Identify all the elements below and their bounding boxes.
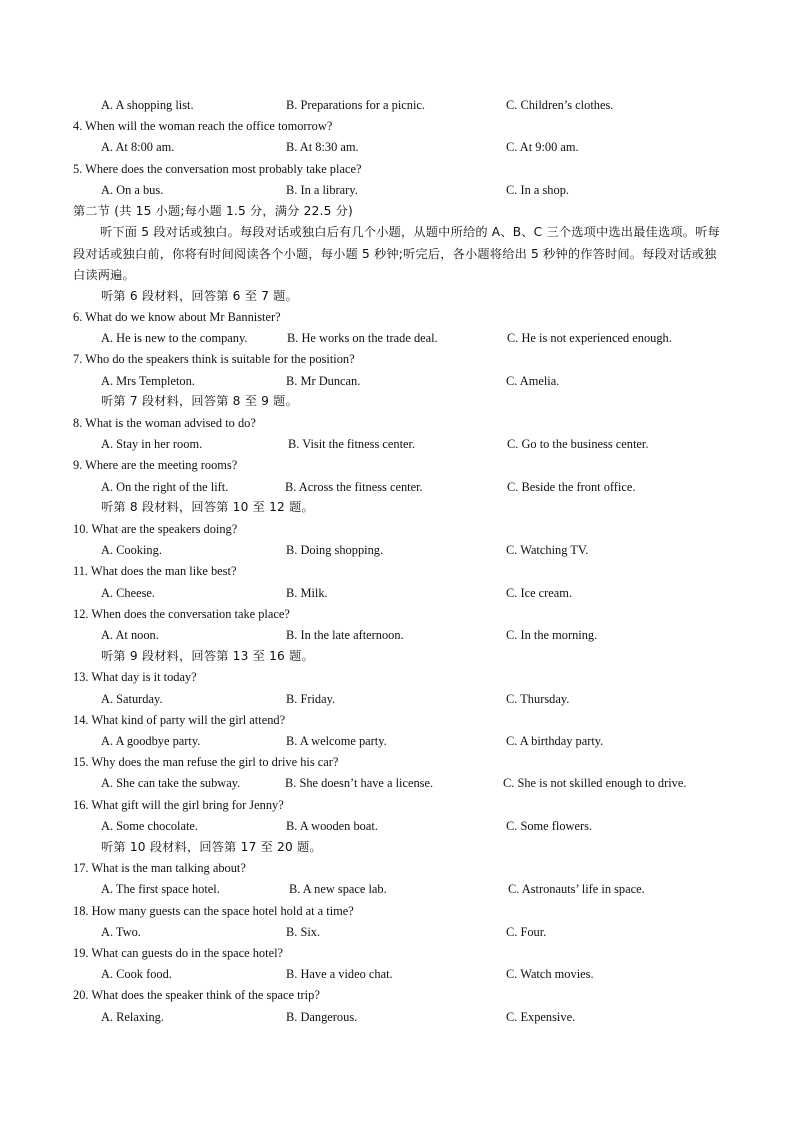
q6-option-b: B. He works on the trade deal. [287, 331, 438, 345]
q4-option-a: A. At 8:00 am. [101, 140, 175, 154]
q11-option-c: C. Ice cream. [506, 586, 573, 600]
q6-option-a: A. He is new to the company. [101, 331, 248, 345]
q10-text: 10. What are the speakers doing? [73, 522, 238, 536]
q17-option-c: C. Astronauts’ life in space. [508, 882, 645, 896]
q15-option-a: A. She can take the subway. [101, 776, 241, 790]
q16-text: 16. What gift will the girl bring for Jenny? [73, 798, 284, 812]
q8-option-c: C. Go to the business center. [507, 437, 649, 451]
q20-option-b: B. Dangerous. [286, 1010, 358, 1024]
q19-option-a: A. Cook food. [101, 967, 172, 981]
q20-option-c: C. Expensive. [506, 1010, 576, 1024]
q18-option-c: C. Four. [506, 925, 547, 939]
q15-text: 15. Why does the man refuse the girl to drive his car? [73, 755, 339, 769]
q10-option-a: A. Cooking. [101, 543, 162, 557]
q19-option-b: B. Have a video chat. [286, 967, 393, 981]
q13-text: 13. What day is it today? [73, 670, 197, 684]
q12-option-c: C. In the morning. [506, 628, 598, 642]
q18-option-a: A. Two. [101, 925, 141, 939]
listen-prompt-7: 听第 7 段材料，回答第 8 至 9 题。 [101, 394, 298, 408]
q11-text: 11. What does the man like best? [73, 564, 237, 578]
q5-option-a: A. On a bus. [101, 183, 164, 197]
q18-option-b: B. Six. [286, 925, 321, 939]
q15-option-c: C. She is not skilled enough to drive. [503, 776, 687, 790]
q16-option-a: A. Some chocolate. [101, 819, 199, 833]
q9-text: 9. Where are the meeting rooms? [73, 458, 238, 472]
q19-text: 19. What can guests do in the space hotel? [73, 946, 284, 960]
q4-option-b: B. At 8:30 am. [286, 140, 359, 154]
q7-option-c: C. Amelia. [506, 374, 560, 388]
q5-option-c: C. In a shop. [506, 183, 569, 197]
q6-text: 6. What do we know about Mr Bannister? [73, 310, 281, 324]
q17-option-b: B. A new space lab. [289, 882, 387, 896]
q13-option-c: C. Thursday. [506, 692, 570, 706]
q5-text: 5. Where does the conversation most probably take place? [73, 162, 362, 176]
q4-text: 4. When will the woman reach the office tomorrow? [73, 119, 333, 133]
q20-text: 20. What does the speaker think of the space trip? [73, 988, 320, 1002]
q7-text: 7. Who do the speakers think is suitable for the position? [73, 352, 355, 366]
q3-option-b: B. Preparations for a picnic. [286, 98, 426, 112]
q10-option-c: C. Watching TV. [506, 543, 589, 557]
q18-text: 18. How many guests can the space hotel hold at a time? [73, 904, 354, 918]
q13-option-a: A. Saturday. [101, 692, 163, 706]
q8-option-a: A. Stay in her room. [101, 437, 203, 451]
q3-option-c: C. Children’s clothes. [506, 98, 614, 112]
q9-option-a: A. On the right of the lift. [101, 480, 229, 494]
q12-option-a: A. At noon. [101, 628, 159, 642]
q3-option-a: A. A shopping list. [101, 98, 194, 112]
q12-option-b: B. In the late afternoon. [286, 628, 404, 642]
q5-option-b: B. In a library. [286, 183, 358, 197]
q14-option-a: A. A goodbye party. [101, 734, 201, 748]
section2-instructions: 听下面 5 段对话或独白。每段对话或独白后有几个小题，从题中所给的 A、B、C 三个选项中选出最佳选项。听每段对话或独白前，你将有时间阅读各个小题，每小题 5 秒钟;听完后，各小题将给出 5 秒钟的作答时间。每段对话或独白读两遍。 [73, 225, 720, 282]
q20-option-a: A. Relaxing. [101, 1010, 164, 1024]
q19-option-c: C. Watch movies. [506, 967, 594, 981]
listen-prompt-9: 听第 9 段材料，回答第 13 至 16 题。 [101, 649, 314, 663]
q6-option-c: C. He is not experienced enough. [507, 331, 672, 345]
q12-text: 12. When does the conversation take place? [73, 607, 290, 621]
q16-option-b: B. A wooden boat. [286, 819, 378, 833]
listen-prompt-10: 听第 10 段材料，回答第 17 至 20 题。 [101, 840, 322, 854]
section2-heading: 第二节 (共 15 小题;每小题 1.5 分，满分 22.5 分) [73, 204, 353, 218]
q7-option-b: B. Mr Duncan. [286, 374, 361, 388]
q7-option-a: A. Mrs Templeton. [101, 374, 195, 388]
q17-text: 17. What is the man talking about? [73, 861, 246, 875]
q14-option-c: C. A birthday party. [506, 734, 604, 748]
q10-option-b: B. Doing shopping. [286, 543, 384, 557]
listen-prompt-6: 听第 6 段材料，回答第 6 至 7 题。 [101, 289, 298, 303]
q8-text: 8. What is the woman advised to do? [73, 416, 256, 430]
q11-option-b: B. Milk. [286, 586, 328, 600]
q9-option-b: B. Across the fitness center. [285, 480, 423, 494]
q14-option-b: B. A welcome party. [286, 734, 387, 748]
q14-text: 14. What kind of party will the girl attend? [73, 713, 286, 727]
q4-option-c: C. At 9:00 am. [506, 140, 579, 154]
q15-option-b: B. She doesn’t have a license. [285, 776, 434, 790]
q11-option-a: A. Cheese. [101, 586, 156, 600]
q9-option-c: C. Beside the front office. [507, 480, 636, 494]
q16-option-c: C. Some flowers. [506, 819, 593, 833]
listen-prompt-8: 听第 8 段材料，回答第 10 至 12 题。 [101, 500, 314, 514]
q13-option-b: B. Friday. [286, 692, 336, 706]
q17-option-a: A. The first space hotel. [101, 882, 220, 896]
q8-option-b: B. Visit the fitness center. [288, 437, 416, 451]
